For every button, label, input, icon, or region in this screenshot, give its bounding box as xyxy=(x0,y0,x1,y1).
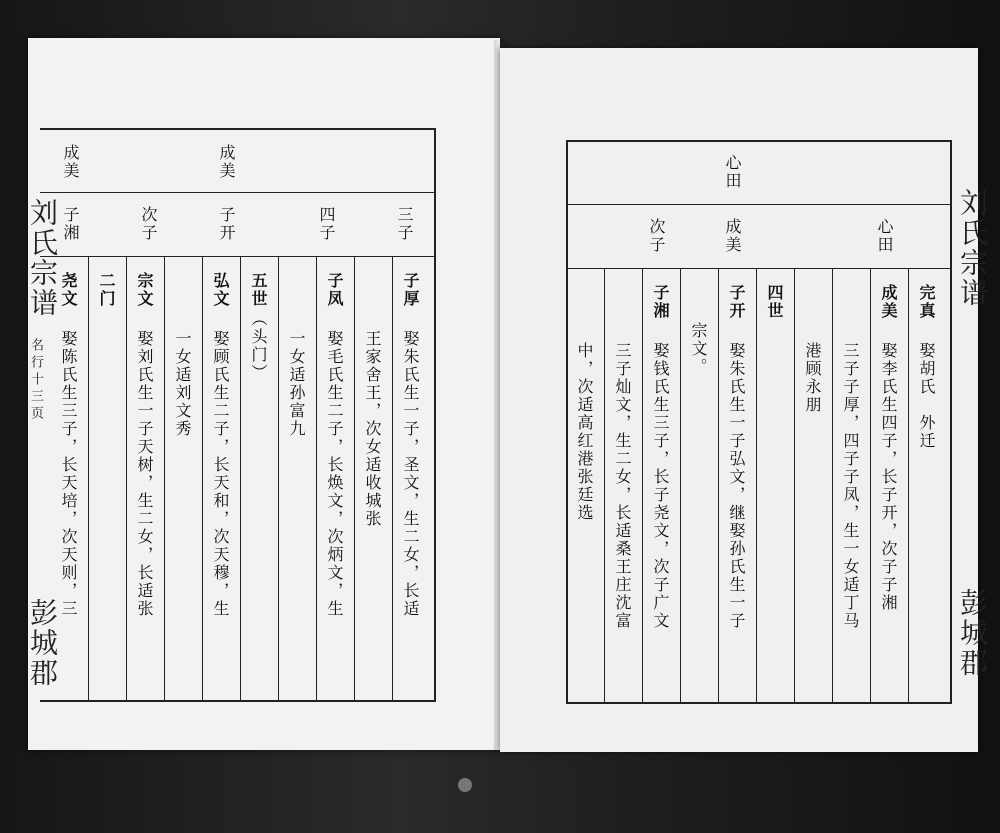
entry-text: 宗文。 xyxy=(689,322,708,376)
column-rule xyxy=(604,268,605,702)
entry-text: 三子子厚，四子子凤，生一女适丁马 xyxy=(841,342,860,630)
left-margin-title: 刘氏宗谱 xyxy=(26,198,59,318)
column-rule xyxy=(88,256,89,700)
column-rule xyxy=(316,256,317,700)
entry-name: 成美 xyxy=(879,284,898,320)
header-divider xyxy=(568,268,950,269)
entry-text: 娶李氏生四子，长子开，次子子湘 xyxy=(879,342,898,612)
entry-text: 娶顾氏生二子，长天和，次天穆，生 xyxy=(211,330,230,618)
entry-name: 子厚 xyxy=(401,272,420,308)
entry-text: 一女适刘文秀 xyxy=(173,330,192,438)
entry-text: 娶毛氏生二子，长焕文，次炳文，生 xyxy=(325,330,344,618)
right-page xyxy=(500,48,989,752)
header-divider xyxy=(568,204,950,205)
entry-text: 娶刘氏生一子天树，生二女，长适张 xyxy=(135,330,154,618)
left-son-label: 子湘 xyxy=(61,206,80,242)
entry-text: 三子灿文，生二女，长适桑王庄沈富 xyxy=(613,342,632,630)
header-divider xyxy=(40,192,434,193)
entry-text: 娶胡氏 外迁 xyxy=(917,342,936,450)
right-son-label: 成美 xyxy=(723,218,742,254)
left-margin-section: 名行十三页 xyxy=(28,338,43,423)
entry-name: 宗文 xyxy=(135,272,154,308)
column-rule xyxy=(680,268,681,702)
entry-name: 尧文 xyxy=(59,272,78,308)
column-rule xyxy=(164,256,165,700)
column-rule xyxy=(278,256,279,700)
entry-text: 中，次适高红港张廷选 xyxy=(575,342,594,522)
left-margin-place: 彭城郡 xyxy=(26,598,59,688)
entry-text: 王家舍王，次女适收城张 xyxy=(363,330,382,528)
column-rule xyxy=(718,268,719,702)
column-rule xyxy=(354,256,355,700)
column-rule xyxy=(756,268,757,702)
right-son-label: 次子 xyxy=(647,218,666,254)
column-rule xyxy=(908,268,909,702)
header-divider xyxy=(40,256,434,257)
generation-label: 四世 xyxy=(765,284,784,320)
entry-name: 子湘 xyxy=(651,284,670,320)
left-page xyxy=(28,38,500,750)
entry-text: 娶钱氏生三子，长子尧文，次子广文 xyxy=(651,342,670,630)
entry-name: 弘文 xyxy=(211,272,230,308)
right-frame xyxy=(566,140,952,704)
entry-name: 完真 xyxy=(917,284,936,320)
left-son-label: 四子 xyxy=(317,206,336,242)
entry-text: 娶朱氏生一子，圣文，生二女，长适 xyxy=(401,330,420,618)
left-son-label: 三子 xyxy=(395,206,414,242)
right-margin-title: 刘氏宗谱 xyxy=(956,188,989,308)
entry-text: 港顾永朋 xyxy=(803,342,822,414)
column-rule xyxy=(392,256,393,700)
entry-name: 子凤 xyxy=(325,272,344,308)
entry-name: 子开 xyxy=(727,284,746,320)
desk-mark xyxy=(458,778,472,792)
entry-text: 娶陈氏生三子，长天培，次天则，三 xyxy=(59,330,78,618)
column-rule xyxy=(794,268,795,702)
column-rule xyxy=(126,256,127,700)
right-margin-place: 彭城郡 xyxy=(956,588,989,678)
entry-text: 一女适孙富九 xyxy=(287,330,306,438)
column-rule xyxy=(870,268,871,702)
left-son-label: 子开 xyxy=(217,206,236,242)
right-chart-root: 心田 xyxy=(723,154,742,190)
branch-label: （头门） xyxy=(249,310,268,382)
column-rule xyxy=(202,256,203,700)
column-rule xyxy=(240,256,241,700)
generation-label: 五世 xyxy=(249,272,268,308)
left-chart-node: 成美 xyxy=(61,144,80,180)
column-rule xyxy=(642,268,643,702)
entry-text: 娶朱氏生一子弘文，继娶孙氏生一子 xyxy=(727,342,746,630)
right-son-label: 心田 xyxy=(875,218,894,254)
left-chart-node: 成美 xyxy=(217,144,236,180)
left-son-label: 次子 xyxy=(139,206,158,242)
branch-label: 二门 xyxy=(97,272,116,308)
column-rule xyxy=(832,268,833,702)
left-frame xyxy=(40,128,436,702)
